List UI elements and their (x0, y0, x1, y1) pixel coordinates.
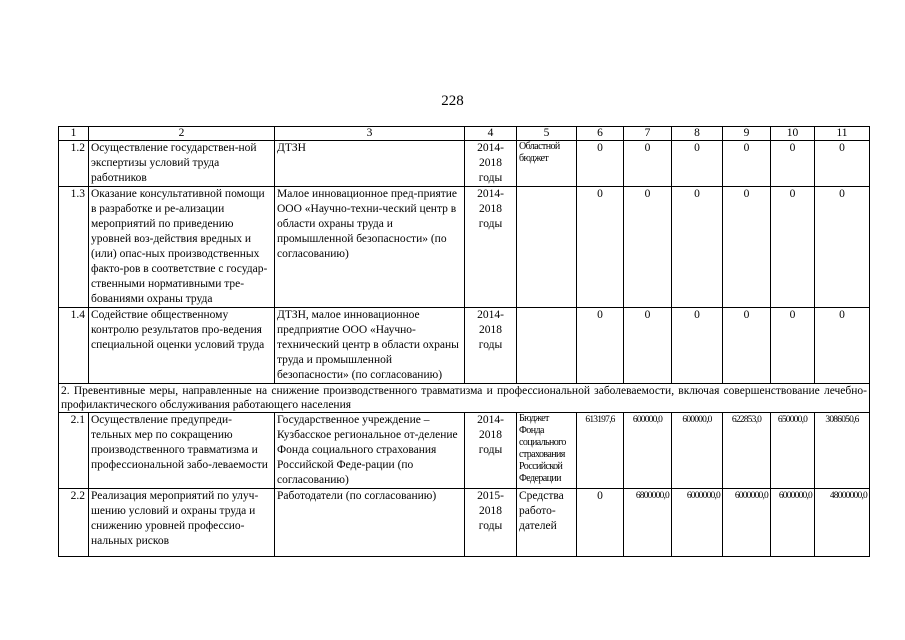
value-cell: 613197,6 (577, 413, 624, 489)
column-number: 2 (89, 127, 275, 141)
value-cell: 650000,0 (771, 413, 815, 489)
row-number: 1.2 (59, 141, 89, 187)
value-cell: 6000000,0 (672, 489, 723, 557)
column-number: 3 (275, 127, 465, 141)
table-row (59, 413, 870, 489)
column-number: 11 (815, 127, 870, 141)
value-cell: 0 (771, 187, 815, 308)
column-number: 8 (672, 127, 723, 141)
value-cell: 0 (672, 308, 723, 384)
executor-cell: Государственное учреждение – Кузбасское региональное от-деление Фонда социального страхования Российской Феде-рации (по согласованию) (275, 413, 465, 489)
value-cell: 48000000,0 (815, 489, 870, 557)
value-cell: 0 (771, 308, 815, 384)
value-cell: 0 (624, 308, 672, 384)
column-number: 9 (723, 127, 771, 141)
column-number: 7 (624, 127, 672, 141)
program-table (58, 126, 870, 557)
value-cell: 0 (672, 187, 723, 308)
value-cell: 0 (815, 308, 870, 384)
section-heading-row (59, 384, 870, 413)
source-cell: Средства работо-дателей (517, 489, 577, 557)
period-cell: 2014-2018 годы (465, 308, 517, 384)
value-cell: 0 (672, 141, 723, 187)
executor-cell: Работодатели (по согласованию) (275, 489, 465, 557)
measure-cell: Осуществление государствен-ной экспертизы условий труда работников (89, 141, 275, 187)
value-cell: 0 (815, 141, 870, 187)
value-cell: 0 (771, 141, 815, 187)
value-cell: 0 (723, 308, 771, 384)
column-number: 10 (771, 127, 815, 141)
value-cell: 3086050,6 (815, 413, 870, 489)
value-cell: 0 (624, 141, 672, 187)
row-number: 1.4 (59, 308, 89, 384)
section-heading: 2. Превентивные меры, направленные на снижение производственного травматизма и профессиональной заболеваемости, включая совершенствование лечебно-профилактического обслуживания работающего населения (59, 384, 870, 413)
period-cell: 2014-2018 годы (465, 413, 517, 489)
value-cell: 0 (577, 308, 624, 384)
period-cell: 2014-2018 годы (465, 141, 517, 187)
value-cell: 6000000,0 (771, 489, 815, 557)
value-cell: 0 (723, 187, 771, 308)
value-cell: 0 (815, 187, 870, 308)
row-number: 1.3 (59, 187, 89, 308)
measure-cell: Осуществление предупреди-тельных мер по сокращению производственного травматизма и профессиональной забо-леваемости (89, 413, 275, 489)
table-row (59, 141, 870, 187)
value-cell: 0 (723, 141, 771, 187)
column-number-row (59, 127, 870, 141)
measure-cell: Содействие общественному контролю результатов про-ведения специальной оценки условий труда (89, 308, 275, 384)
period-cell: 2015-2018 годы (465, 489, 517, 557)
measure-cell: Реализация мероприятий по улуч-шению условий и охраны труда и снижению уровней профессио-нальных рисков (89, 489, 275, 557)
value-cell: 0 (577, 489, 624, 557)
row-number: 2.1 (59, 413, 89, 489)
table-row (59, 489, 870, 557)
executor-cell: Малое инновационное пред-приятие ООО «Научно-техни-ческий центр в области охраны труда и промышленной безопасности» (по согласованию) (275, 187, 465, 308)
value-cell: 0 (624, 187, 672, 308)
value-cell: 6800000,0 (624, 489, 672, 557)
column-number: 5 (517, 127, 577, 141)
value-cell: 622853,0 (723, 413, 771, 489)
column-number: 6 (577, 127, 624, 141)
period-cell: 2014-2018 годы (465, 187, 517, 308)
page-number: 228 (441, 93, 464, 109)
value-cell: 0 (577, 187, 624, 308)
table-row (59, 308, 870, 384)
column-number: 4 (465, 127, 517, 141)
executor-cell: ДТЗН, малое инновационное предприятие ООО «Научно-технический центр в области охраны труда и промышленной безопасности» (по согласованию) (275, 308, 465, 384)
executor-cell: ДТЗН (275, 141, 465, 187)
value-cell: 600000,0 (624, 413, 672, 489)
source-cell (517, 187, 577, 308)
row-number: 2.2 (59, 489, 89, 557)
value-cell: 0 (577, 141, 624, 187)
value-cell: 600000,0 (672, 413, 723, 489)
measure-cell: Оказание консультативной помощи в разработке и ре-ализации мероприятий по приведению уровней воз-действия вредных и (или) опас-ных производственных факто-ров в соответствие с государ-ственными нормативными тре-бованиями охраны труда (89, 187, 275, 308)
source-cell (517, 308, 577, 384)
source-cell: Областной бюджет (517, 141, 577, 187)
table-row (59, 187, 870, 308)
value-cell: 6000000,0 (723, 489, 771, 557)
column-number: 1 (59, 127, 89, 141)
source-cell: Бюджет Фонда социального страхования Российской Федерации (517, 413, 577, 489)
